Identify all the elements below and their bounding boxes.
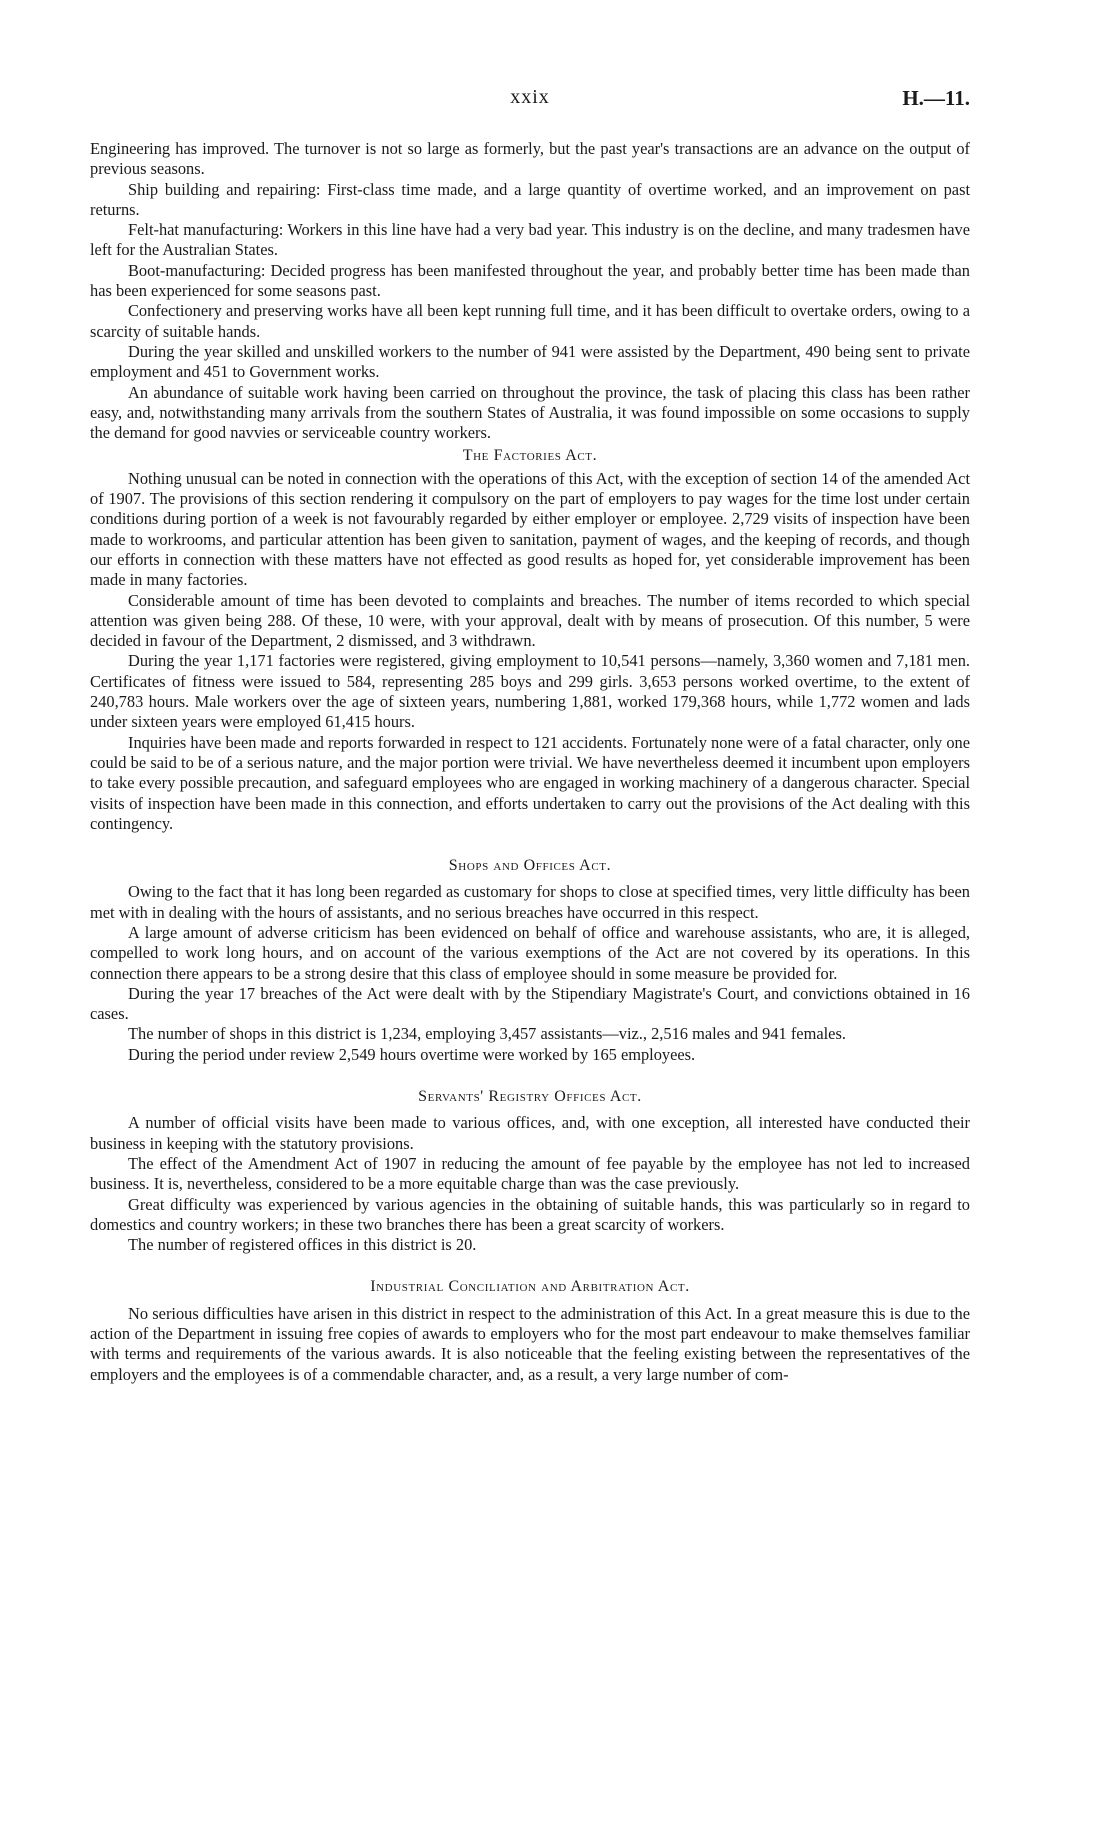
paragraph: An abundance of suitable work having been carried on throughout the province, the task of placing this class has been rather easy, and, notwithstanding many arrivals from the southern States of Australia, it was found impossible on some occasions to supply the demand for good navvies or serviceable country workers. <box>90 382 970 443</box>
page-header <box>90 86 970 114</box>
section-heading-industrial-arbitration-act: Industrial Conciliation and Arbitration Act. <box>370 1278 690 1296</box>
paragraph: The number of registered offices in this district is 20. <box>128 1235 477 1255</box>
paragraph: Owing to the fact that it has long been regarded as customary for shops to close at specified times, very little difficulty has been met with in dealing with the hours of assistants, and no serious breaches have occurred in this respect. <box>90 882 970 922</box>
section-heading-servants-registry-act: Servants' Registry Offices Act. <box>418 1088 642 1106</box>
paragraph: During the period under review 2,549 hours overtime were worked by 165 employees. <box>128 1044 696 1064</box>
paragraph: During the year skilled and unskilled workers to the number of 941 were assisted by the Department, 490 being sent to private employment and 451 to Government works. <box>90 341 970 382</box>
paragraph: Boot-manufacturing: Decided progress has been manifested throughout the year, and probably better time has been made than has been experienced for some seasons past. <box>90 260 970 301</box>
paragraph: A large amount of adverse criticism has been evidenced on behalf of office and warehouse assistants, who are, it is alleged, compelled to work long hours, and on account of the various exemptions of the Act are not covered by its operations. In this connection there appears to be a strong desire that this class of employee should in some measure be provided for. <box>90 922 970 983</box>
paragraph: The number of shops in this district is 1,234, employing 3,457 assistants—viz., 2,516 males and 941 females. <box>128 1024 846 1044</box>
paragraph: A number of official visits have been made to various offices, and, with one exception, all interested have conducted their business in keeping with the statutory provisions. <box>90 1113 970 1153</box>
section-heading-shops-offices-act: Shops and Offices Act. <box>448 857 612 875</box>
page-number: xxix <box>510 86 550 108</box>
paragraph: During the year 1,171 factories were registered, giving employment to 10,541 persons—namely, 3,360 women and 7,181 men. Certificates of fitness were issued to 584, representing 285 boys and 299 girls. 3,653 persons worked overtime, to the extent of 240,783 hours. Male workers over the age of sixteen years, numbering 1,881, worked 179,368 hours, while 1,772 women and lads under sixteen years were employed 61,415 hours. <box>90 651 970 732</box>
paragraph: Inquiries have been made and reports forwarded in respect to 121 accidents. Fortunately none were of a fatal character, only one could be said to be of a serious nature, and the major portion were trivial. We have nevertheless deemed it incumbent upon employers to take every possible precaution, and safeguard employees who are engaged in working machinery of a dangerous character. Special visits of inspection have been made in this connection, and efforts undertaken to carry out the provisions of the Act dealing with this contingency. <box>90 732 970 833</box>
section-heading-factories-act: The Factories Act. <box>462 447 598 465</box>
paragraph: No serious difficulties have arisen in this district in respect to the administration of this Act. In a great measure this is due to the action of the Department in issuing free copies of awards to employers who for the most part endeavour to make themselves familiar with terms and requirements of the various awards. It is also noticeable that the feeling existing between the representatives of the employers and the employees is of a commendable character, and, as a result, a very large number of com- <box>90 1303 970 1384</box>
paragraph: Engineering has improved. The turnover is not so large as formerly, but the past year's transactions are an advance on the output of previous seasons. <box>90 139 970 179</box>
paragraph: Felt-hat manufacturing: Workers in this line have had a very bad year. This industry is on the decline, and many tradesmen have left for the Australian States. <box>90 220 970 260</box>
paragraph: Confectionery and preserving works have all been kept running full time, and it has been difficult to overtake orders, owing to a scarcity of suitable hands. <box>90 301 970 341</box>
paragraph: Considerable amount of time has been devoted to complaints and breaches. The number of items recorded to which special attention was given being 288. Of these, 10 were, with your approval, dealt with by means of prosecution. Of this number, 5 were decided in favour of the Department, 2 dismissed, and 3 withdrawn. <box>90 590 970 651</box>
paragraph: During the year 17 breaches of the Act were dealt with by the Stipendiary Magistrate's Court, and convictions obtained in 16 cases. <box>90 983 970 1024</box>
document-reference: H.—11. <box>902 86 970 110</box>
paragraph: The effect of the Amendment Act of 1907 in reducing the amount of fee payable by the employee has not led to increased business. It is, nevertheless, considered to be a more equitable charge than was the case previously. <box>90 1153 970 1194</box>
paragraph: Nothing unusual can be noted in connection with the operations of this Act, with the exception of section 14 of the amended Act of 1907. The provisions of this section rendering it compulsory on the part of employers to pay wages for the time lost under certain conditions during portion of a week is not favourably regarded by either employer or employee. 2,729 visits of inspection have been made to workrooms, and particular attention has been given to sanitation, payment of wages, and the keeping of records, and though our efforts in connection with these matters have not effected as good results as hoped for, yet considerable improvement has been made in many factories. <box>90 468 970 590</box>
document-body <box>90 139 970 1385</box>
paragraph: Great difficulty was experienced by various agencies in the obtaining of suitable hands, this was particularly so in regard to domestics and country workers; in these two branches there has been a great scarcity of workers. <box>90 1194 970 1234</box>
paragraph: Ship building and repairing: First-class time made, and a large quantity of overtime worked, and an improvement on past returns. <box>90 179 970 219</box>
